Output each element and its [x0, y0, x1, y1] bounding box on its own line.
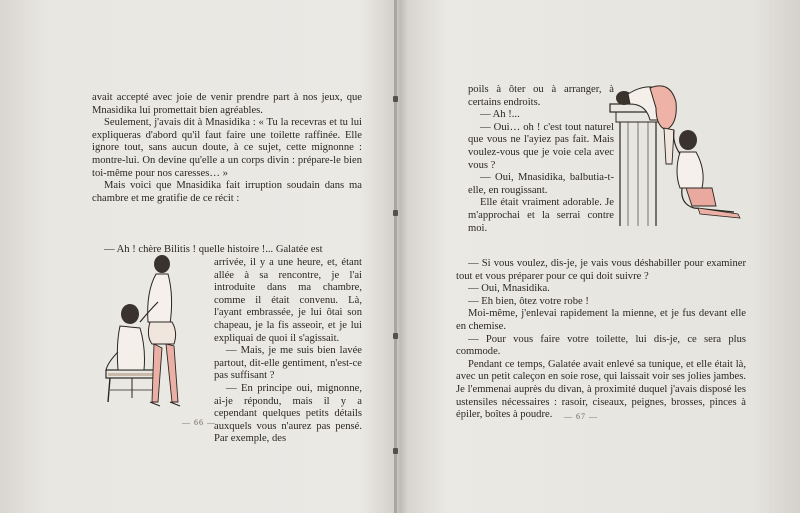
illustration-column-and-kneeling-woman: [594, 80, 750, 230]
text-paragraph: — Pour vous faire votre toilette, lui dis-je, ce sera plus commode.: [456, 333, 746, 358]
text-paragraph: — Oui… oh ! c'est tout naturel que vous ne l'ayiez pas fait. Mais voulez-vous que je voie cela avec vous ?: [468, 121, 614, 171]
book-gutter: [394, 0, 397, 513]
dialogue-opening-line: — Ah ! chère Bilitis ! quelle histoire !... Galatée est: [104, 244, 323, 255]
text-paragraph: — Si vous voulez, dis-je, je vais vous déshabiller pour examiner tout et vous préparer pour ce qui doit suivre ?: [456, 258, 746, 282]
text-paragraph: — Ah !...: [480, 109, 520, 121]
right-page: [398, 0, 800, 513]
text-paragraph: — Oui, Mnasidika.: [468, 283, 550, 295]
text-paragraph: — En principe oui, mignonne, ai-je répondu, mais il y a cependant quelques petits détails auxquels vous n'aurez pas pensé. Par exemple, des: [214, 382, 362, 445]
text-paragraph: Seulement, j'avais dit à Mnasidika : « Tu la recevras et tu lui expliqueras d'abord qu'il faut faire une toilette raffinée. Elle ignore tout, sans aucun doute, à ce sujet, cette mignonne : montre-lui. On devine qu'elle a un corps divin : prépare-le bien toi-même pour nos caresses… »: [92, 117, 362, 179]
illustration-two-women-stool: [96, 252, 208, 410]
text-paragraph: — Oui, Mnasidika, balbutia-t-elle, en rougissant.: [468, 172, 614, 196]
right-page-full-text: [456, 258, 746, 422]
right-page-column-text: [468, 84, 614, 235]
text-paragraph: Mais voici que Mnasidika fait irruption soudain dans ma chambre et me gratifie de ce récit :: [92, 180, 362, 204]
text-paragraph: poils à ôter ou à arranger, à certains endroits.: [468, 84, 614, 108]
text-paragraph: avait accepté avec joie de venir prendre part à nos jeux, que Mnasidika lui promettait bien agréables.: [92, 92, 362, 116]
page-number: — 66 —: [182, 418, 216, 427]
text-paragraph: arrivée, il y a une heure, et, étant allée à sa rencontre, je l'ai introduite dans ma chambre, comme il était convenu. Là, l'ayant embrassée, je lui ôtai son chapeau, je la fis asseoir, et je lui expliquai de quoi il s'agissait.: [214, 257, 362, 344]
left-page-top-text: [92, 92, 362, 205]
text-paragraph: Elle était vraiment adorable. Je m'approchai et la serrai contre moi.: [468, 197, 614, 234]
page-number: — 67 —: [564, 412, 598, 421]
text-paragraph: Moi-même, j'enlevai rapidement la mienne, et je fus devant elle en chemise.: [456, 308, 746, 332]
left-page: [0, 0, 394, 513]
left-page-dialogue-column: [214, 257, 362, 446]
text-paragraph: — Eh bien, ôtez votre robe !: [468, 295, 589, 307]
text-paragraph: — Mais, je me suis bien lavée partout, dit-elle gentiment, n'est-ce pas suffisant ?: [214, 345, 362, 382]
text-paragraph: Pendant ce temps, Galatée avait enlevé sa tunique, et elle était là, avec un petit caleçon en soie rose, qui laissait voir ses jolies jambes. Je l'emmenai auprès du divan, à proximité duquel j'avais disposé les ustensiles nécessaires : rasoir, ciseaux, peignes, brosses, pinces à épiler, boîtes à poudre.: [456, 358, 746, 421]
